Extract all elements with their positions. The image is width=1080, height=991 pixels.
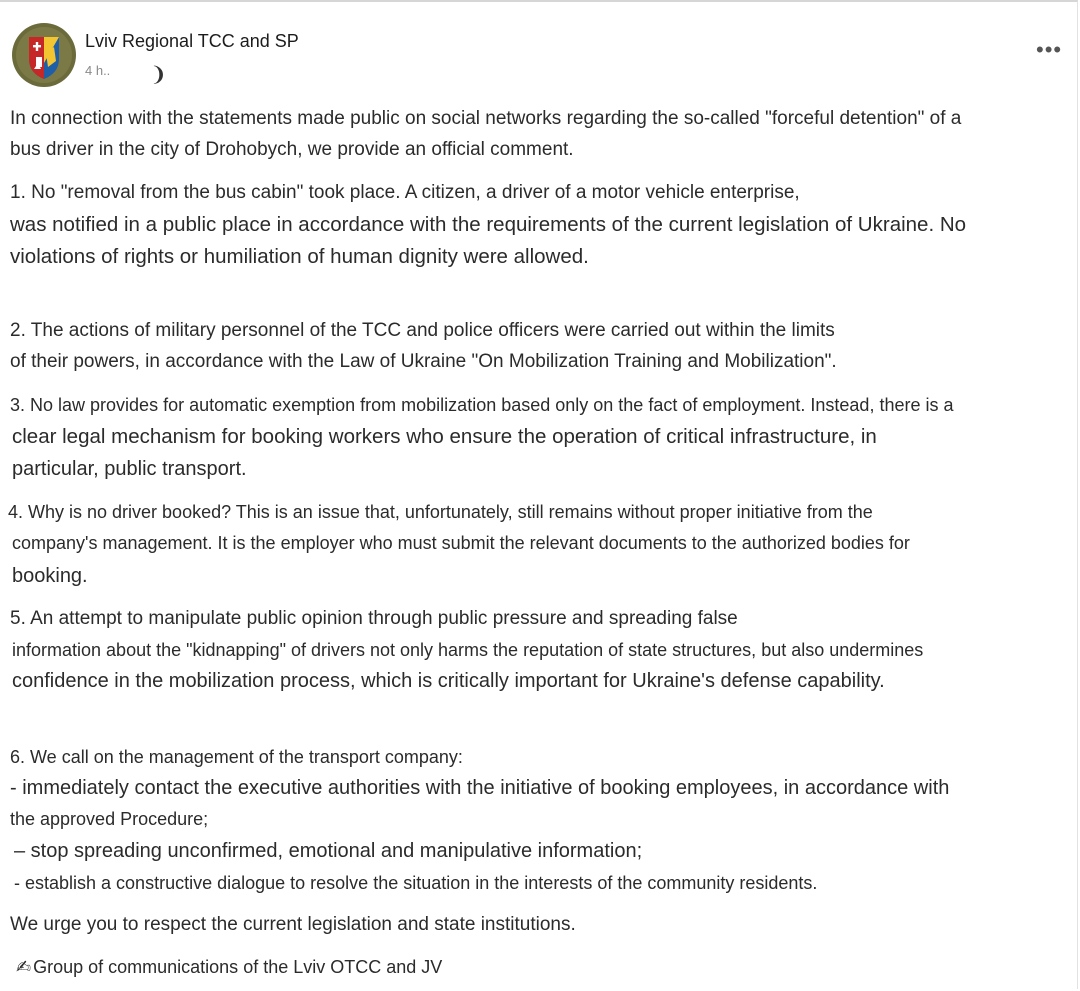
post-text-line: clear legal mechanism for booking workers who ensure the operation of critical infrastructure, in	[12, 425, 877, 448]
audience-icon: ❩	[150, 64, 167, 86]
post-text-line: particular, public transport.	[12, 458, 247, 480]
post-text-line: confidence in the mobilization process, which is critically important for Ukraine's defense capability.	[12, 670, 885, 692]
post-timestamp[interactable]: 4 h..	[85, 63, 111, 78]
coat-of-arms-icon	[12, 23, 76, 87]
post-text-line: information about the "kidnapping" of drivers not only harms the reputation of state structures, but also undermines	[12, 640, 924, 660]
post-text-line: bus driver in the city of Drohobych, we provide an official comment.	[10, 139, 574, 160]
post-text-line: the approved Procedure;	[10, 809, 209, 829]
post-text-line: 3. No law provides for automatic exemption from mobilization based only on the fact of employment. Instead, there is a	[10, 395, 954, 415]
post-text-line: of their powers, in accordance with the Law of Ukraine "On Mobilization Training and Mobilization".	[10, 351, 837, 372]
post-text-line: booking.	[12, 565, 88, 587]
page-avatar[interactable]	[12, 23, 76, 87]
post-text-line: 2. The actions of military personnel of the TCC and police officers were carried out within the limits	[10, 320, 835, 341]
page-name[interactable]: Lviv Regional TCC and SP	[85, 31, 299, 51]
more-options-icon[interactable]: •••	[1036, 37, 1063, 62]
signature-text: Group of communications of the Lviv OTCC and JV	[33, 957, 443, 977]
post-text-line: 6. We call on the management of the transport company:	[10, 747, 463, 767]
post-text-line: In connection with the statements made public on social networks regarding the so-called "forceful detention" of a	[10, 108, 962, 129]
post-closing-line: We urge you to respect the current legislation and state institutions.	[10, 914, 576, 935]
post-text-line: violations of rights or humiliation of human dignity were allowed.	[10, 245, 589, 268]
post-text-line: - establish a constructive dialogue to resolve the situation in the interests of the community residents.	[14, 873, 818, 893]
post-text-line: - immediately contact the executive authorities with the initiative of booking employees, in accordance with	[10, 777, 950, 799]
writing-hand-icon: ✍	[16, 957, 32, 977]
post-text-line: 1. No "removal from the bus cabin" took place. A citizen, a driver of a motor vehicle enterprise,	[10, 182, 800, 203]
post-text-line: 4. Why is no driver booked? This is an issue that, unfortunately, still remains without proper initiative from the	[8, 502, 873, 522]
post-text-line: – stop spreading unconfirmed, emotional and manipulative information;	[14, 840, 643, 862]
post-text-line: company's management. It is the employer who must submit the relevant documents to the authorized bodies for	[12, 533, 910, 553]
post-text-line: 5. An attempt to manipulate public opinion through public pressure and spreading false	[10, 608, 738, 629]
post-signature	[16, 957, 442, 978]
post-text-line: was notified in a public place in accordance with the requirements of the current legislation of Ukraine. No	[10, 213, 967, 236]
